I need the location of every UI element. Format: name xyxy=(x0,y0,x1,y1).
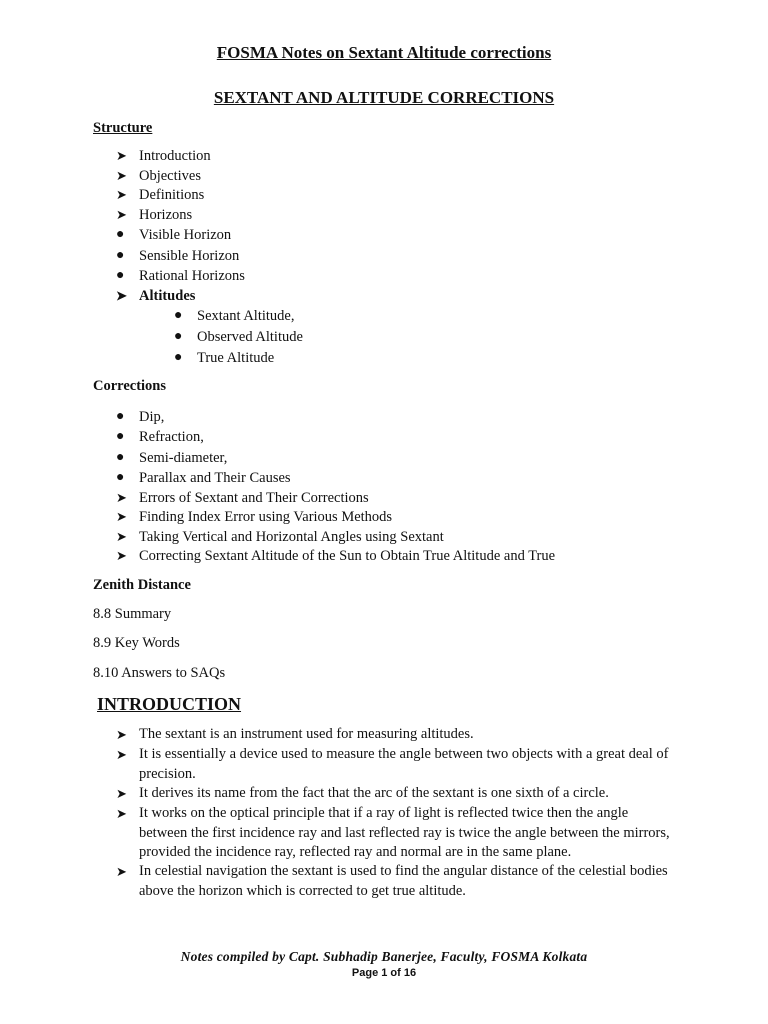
arrow-bullet-icon: ➤ xyxy=(116,529,127,544)
arrow-bullet-icon: ➤ xyxy=(116,806,127,821)
arrow-bullet-icon: ➤ xyxy=(116,207,127,222)
arrow-bullet-icon: ➤ xyxy=(116,727,127,742)
dot-bullet-icon: ● xyxy=(174,350,183,365)
arrow-bullet-icon: ➤ xyxy=(116,490,127,505)
intro-paragraph: It is essentially a device used to measure the angle between two objects with a great deal of precision. xyxy=(139,746,669,782)
arrow-bullet-icon: ➤ xyxy=(116,747,127,762)
arrow-bullet-icon: ➤ xyxy=(116,187,127,202)
zenith-heading: Zenith Distance xyxy=(93,577,191,593)
introduction-heading: INTRODUCTION xyxy=(97,694,242,714)
dot-bullet-icon: ● xyxy=(116,409,125,424)
dot-bullet-icon: ● xyxy=(116,470,125,485)
intro-paragraph: In celestial navigation the sextant is used to find the angular distance of the celestial bodies above the horizon which is corrected to get true altitude. xyxy=(139,863,668,899)
section-title: SEXTANT AND ALTITUDE CORRECTIONS xyxy=(213,88,555,107)
intro-paragraph: The sextant is an instrument used for measuring altitudes. xyxy=(139,726,474,742)
arrow-bullet-icon: ➤ xyxy=(116,864,127,879)
corrections-heading: Corrections xyxy=(93,378,167,394)
structure-heading: Structure xyxy=(93,120,153,136)
answers-item: 8.10 Answers to SAQs xyxy=(93,665,226,681)
dot-bullet-icon: ● xyxy=(116,268,125,283)
footer-notes: Notes compiled by Capt. Subhadip Banerjee, Faculty, FOSMA Kolkata xyxy=(180,949,588,964)
arrow-bullet-icon: ➤ xyxy=(116,786,127,801)
arrow-bullet-icon: ➤ xyxy=(116,509,127,524)
arrow-bullet-icon: ➤ xyxy=(116,548,127,563)
dot-bullet-icon: ● xyxy=(116,227,125,242)
intro-paragraph: It works on the optical principle that if a ray of light is reflected twice then the angle between the first incidence ray and last reflected ray is twice the angle between the mirrors, provided the incidence ray, reflected ray and normal are in the same plane. xyxy=(139,805,670,860)
intro-paragraph: It derives its name from the fact that the arc of the sextant is one sixth of a circle. xyxy=(139,785,609,801)
keywords-item: 8.9 Key Words xyxy=(93,635,180,651)
document-page: FOSMA Notes on Sextant Altitude corrections SEXTANT AND ALTITUDE CORRECTIONS Structure ➤ Introduction ➤ Objectives ➤ Definitions ➤ Horizons ● Visible Horizon ● Sensible Horizon ● Rational Horizons ➤ Altitudes ● Sextant Altitude, ● Observed Altitude ● True Altitude Corrections ● Dip, ● Refraction, ● Semi-diameter, ● Parallax and Their Causes ➤ Errors of Sextant and Their Corrections ➤ Finding Index Error using Various Methods ➤ Taking Vertical and Horizontal Angles using Sextant ➤ Correcting Sextant Altitude of the Sun to Obtain True Altitude and True Zenith Distance 8.8 Summary 8.9 Key Words 8.10 Answers to SAQs INTRODUCTION ➤ The sextant is an instrument used for measuring altitudes. ➤ It is essentially a device used to measure the angle between two objects with a great deal of precision. ➤ It derives its name from the fact that the arc of the sextant is one sixth of a circle. ➤ It works on the optical principle that if a ray of light is reflected twice then the angle between the first incidence ray and last reflected ray is twice the angle between the mirrors, provided the incidence ray, reflected ray and normal are in the same plane. ➤ In celestial navigation the sextant is used to find the angular distance of the celestial bodies above the horizon which is corrected to get true altitude. Notes compiled by Capt. Subhadip Banerjee, Faculty, FOSMA Kolkata Page 1 of 16 xyxy=(0,0,768,1024)
document-title: FOSMA Notes on Sextant Altitude corrections xyxy=(216,43,552,62)
arrow-bullet-icon: ➤ xyxy=(116,168,127,183)
dot-bullet-icon: ● xyxy=(174,308,183,323)
arrow-bullet-icon: ➤ xyxy=(116,288,127,303)
dot-bullet-icon: ● xyxy=(174,329,183,344)
page-number: Page 1 of 16 xyxy=(351,967,417,979)
summary-item: 8.8 Summary xyxy=(93,606,172,622)
dot-bullet-icon: ● xyxy=(116,429,125,444)
dot-bullet-icon: ● xyxy=(116,248,125,263)
dot-bullet-icon: ● xyxy=(116,450,125,465)
arrow-bullet-icon: ➤ xyxy=(116,148,127,163)
